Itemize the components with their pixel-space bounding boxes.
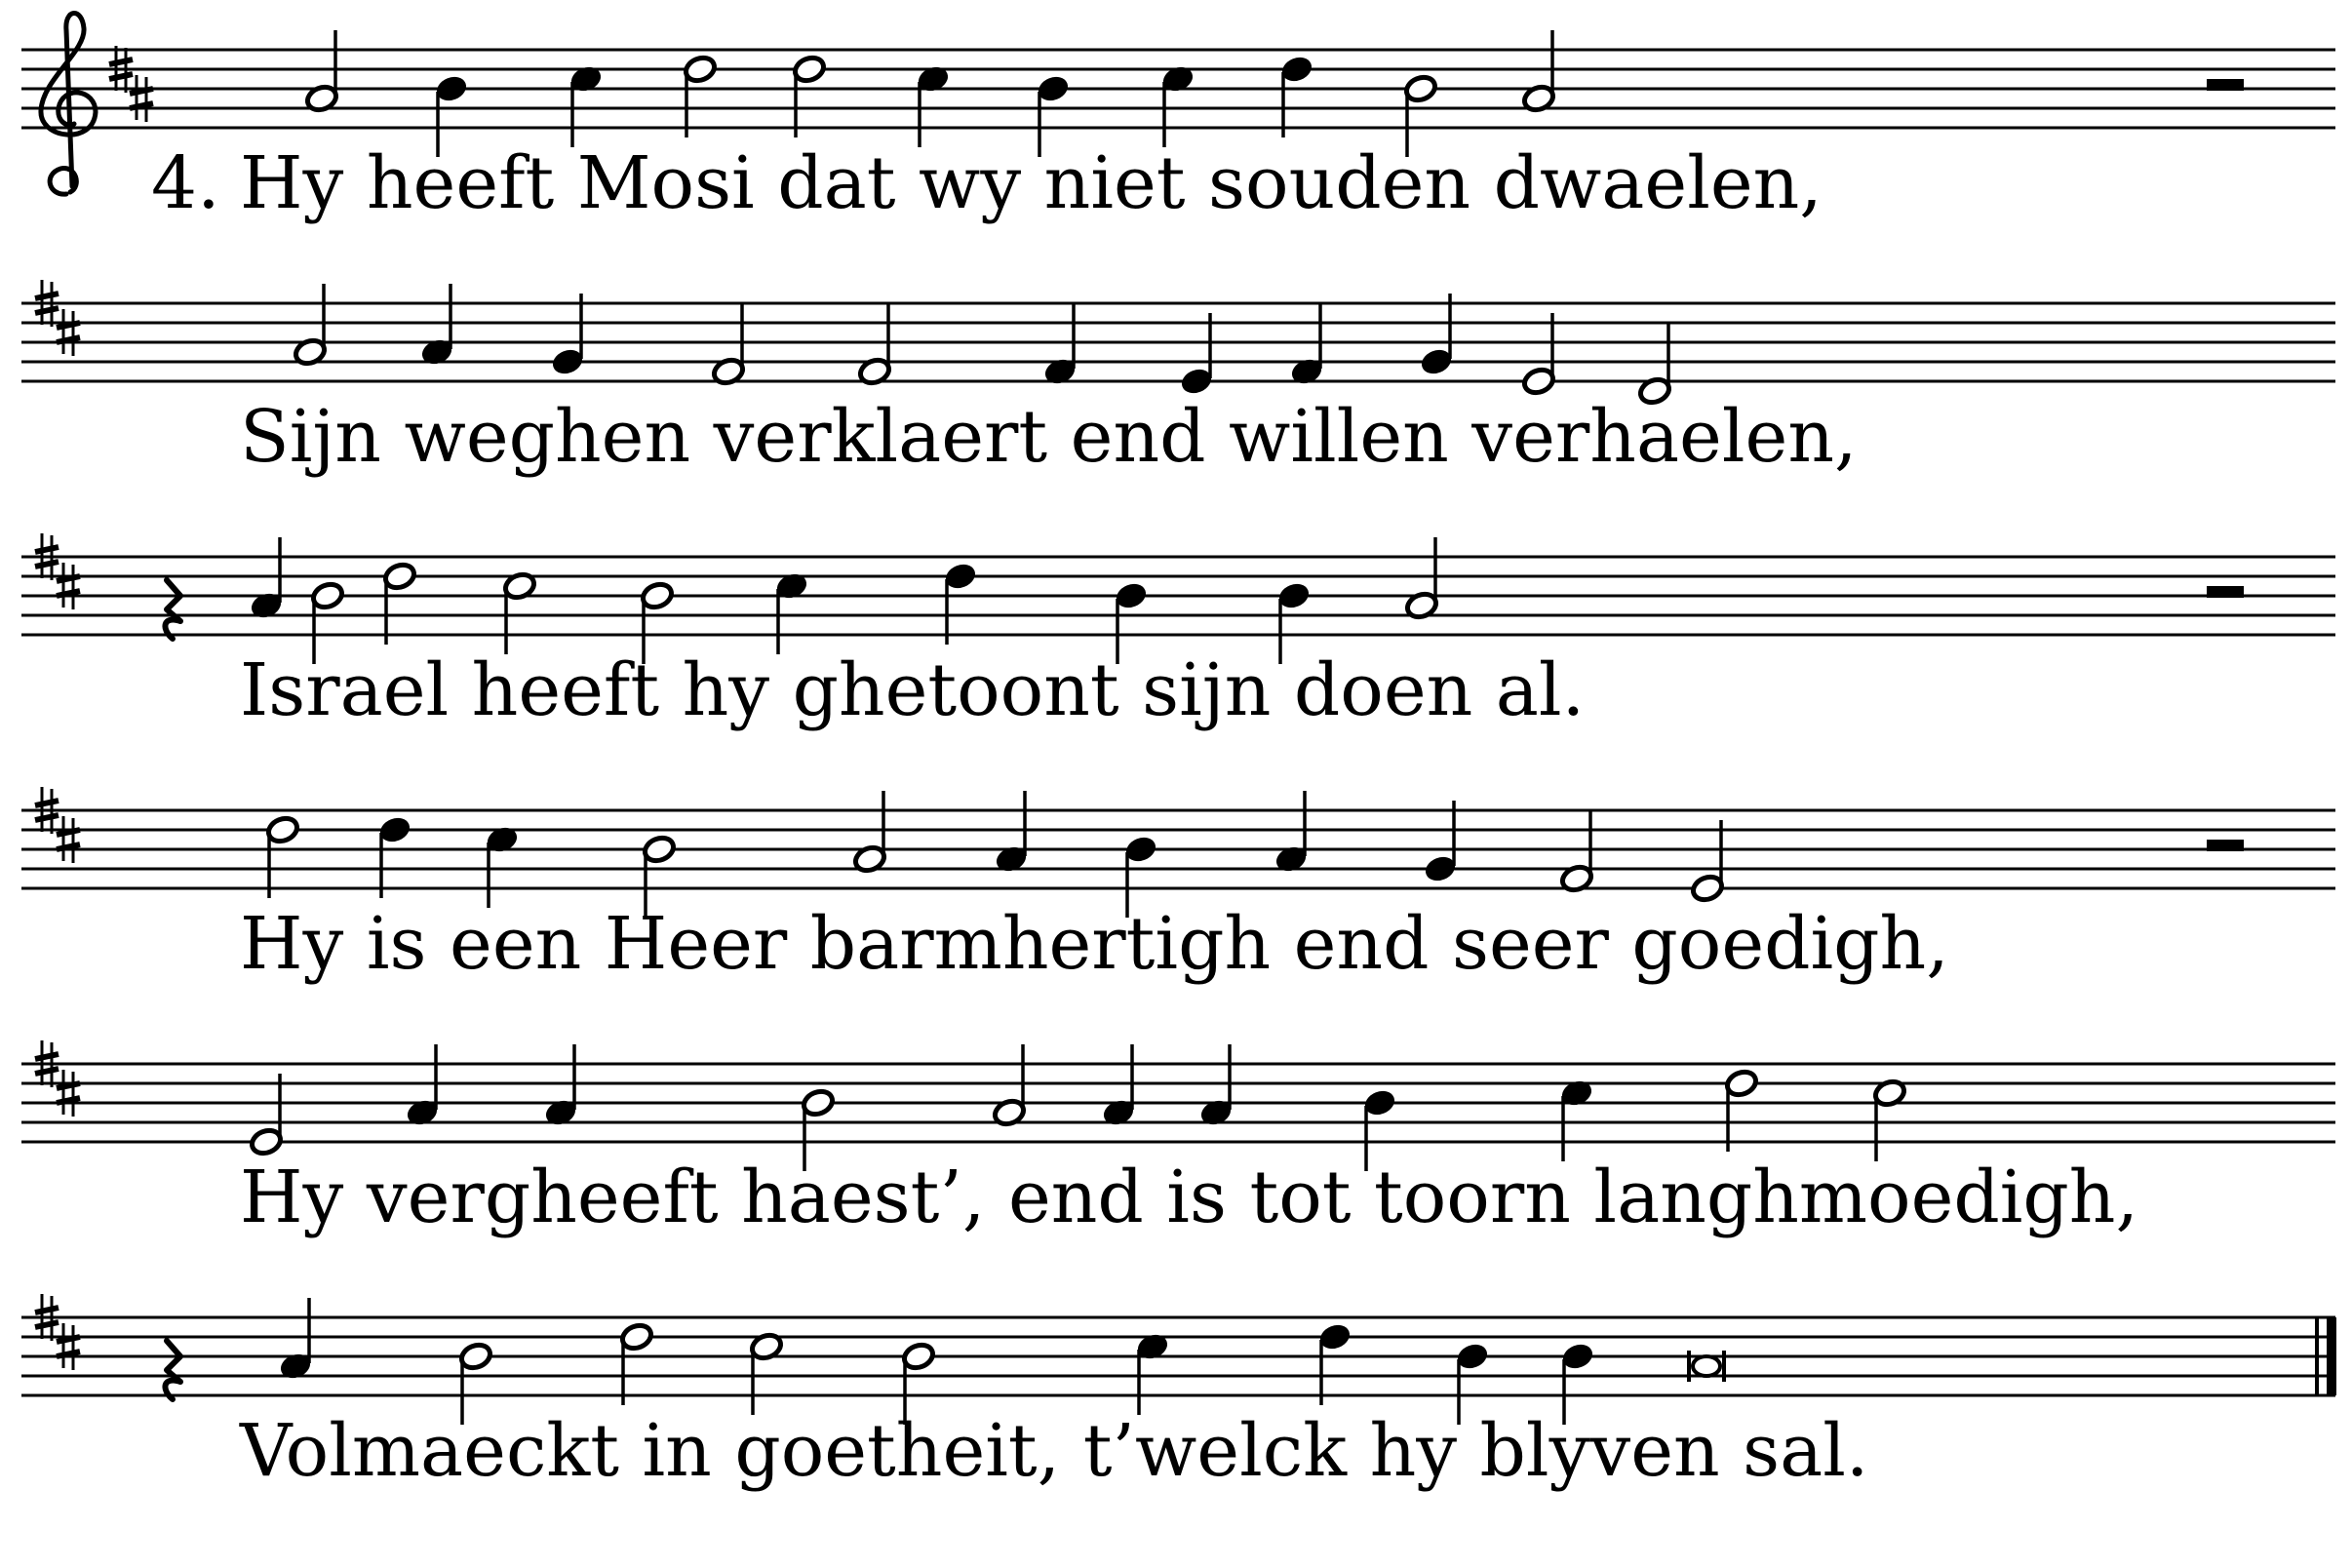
staff-system	[21, 1040, 2335, 1171]
treble-clef	[41, 13, 96, 194]
quarter-rest	[165, 1341, 180, 1399]
half-note	[1872, 1078, 1907, 1161]
breve-head	[1693, 1356, 1720, 1376]
half-rest	[2207, 79, 2244, 91]
quarter-note	[1317, 1321, 1352, 1405]
half-rest	[2207, 586, 2244, 598]
quarter-note	[485, 824, 520, 908]
quarter-note	[1042, 303, 1078, 387]
quarter-note	[774, 570, 809, 654]
half-note	[792, 54, 827, 137]
lyric-line: Hy is een Heer barmhertigh end seer goedigh,	[240, 902, 1949, 986]
half-note	[852, 791, 887, 875]
sharp-sign	[57, 816, 80, 863]
quarter-note	[994, 791, 1029, 875]
quarter-note	[1135, 1331, 1170, 1415]
quarter-note	[419, 284, 454, 368]
quarter-note	[1198, 1044, 1234, 1128]
half-note	[1690, 820, 1725, 904]
quarter-note	[1559, 1078, 1594, 1161]
quarter-note	[1179, 313, 1214, 397]
quarter-note	[568, 63, 604, 147]
quarter-note	[1419, 294, 1454, 377]
half-note	[1637, 323, 1672, 407]
sharp-sign	[130, 75, 153, 122]
lyric-line: Volmaeckt in goetheit, t’welck hy blyven sal.	[240, 1409, 1869, 1493]
staff-system	[21, 787, 2335, 918]
quarter-note	[943, 561, 978, 645]
lyric-line: Israel heeft hy ghetoont sijn doen al.	[240, 648, 1586, 732]
lyric-line: Hy heeft Mosi dat wy niet souden dwaelen,	[240, 141, 1823, 225]
quarter-note	[1289, 303, 1324, 387]
staff-system	[21, 280, 2335, 407]
half-note	[265, 814, 300, 898]
half-note	[1521, 30, 1556, 114]
half-note	[1559, 810, 1594, 894]
quarter-note	[550, 294, 585, 377]
final-barline-thick	[2327, 1317, 2336, 1395]
quarter-note	[1101, 1044, 1136, 1128]
quarter-rest	[165, 580, 180, 639]
quarter-note	[916, 63, 951, 147]
sharp-sign	[57, 309, 80, 356]
verse-number: 4.	[151, 141, 220, 225]
sharp-sign	[57, 563, 80, 609]
quarter-note	[249, 537, 284, 621]
half-note	[683, 54, 718, 137]
sharp-sign	[57, 1070, 80, 1117]
half-note	[1724, 1068, 1759, 1152]
half-note	[711, 303, 746, 387]
staff-system	[21, 533, 2335, 664]
quarter-note	[405, 1044, 440, 1128]
half-rest	[2207, 840, 2244, 851]
quarter-note	[543, 1044, 578, 1128]
sharp-sign	[57, 1323, 80, 1370]
half-note	[992, 1044, 1027, 1128]
half-note	[502, 570, 537, 654]
quarter-note	[1423, 801, 1458, 884]
half-note	[304, 30, 339, 114]
staff-system	[21, 1294, 2336, 1425]
lyric-line: Sijn weghen verklaert end willen verhaelen,	[240, 395, 1858, 479]
quarter-note	[1160, 63, 1196, 147]
half-note	[619, 1321, 654, 1405]
half-note	[293, 284, 328, 368]
half-note	[1404, 537, 1439, 621]
half-note	[382, 561, 417, 645]
quarter-note	[1279, 54, 1314, 137]
quarter-note	[377, 814, 412, 898]
quarter-note	[278, 1298, 313, 1382]
half-note	[749, 1331, 784, 1415]
half-note	[857, 303, 892, 387]
half-note	[249, 1074, 284, 1157]
quarter-note	[1274, 791, 1309, 875]
lyric-line: Hy vergheeft haest’, end is tot toorn langhmoedigh,	[240, 1156, 2138, 1239]
half-note	[1521, 313, 1556, 397]
